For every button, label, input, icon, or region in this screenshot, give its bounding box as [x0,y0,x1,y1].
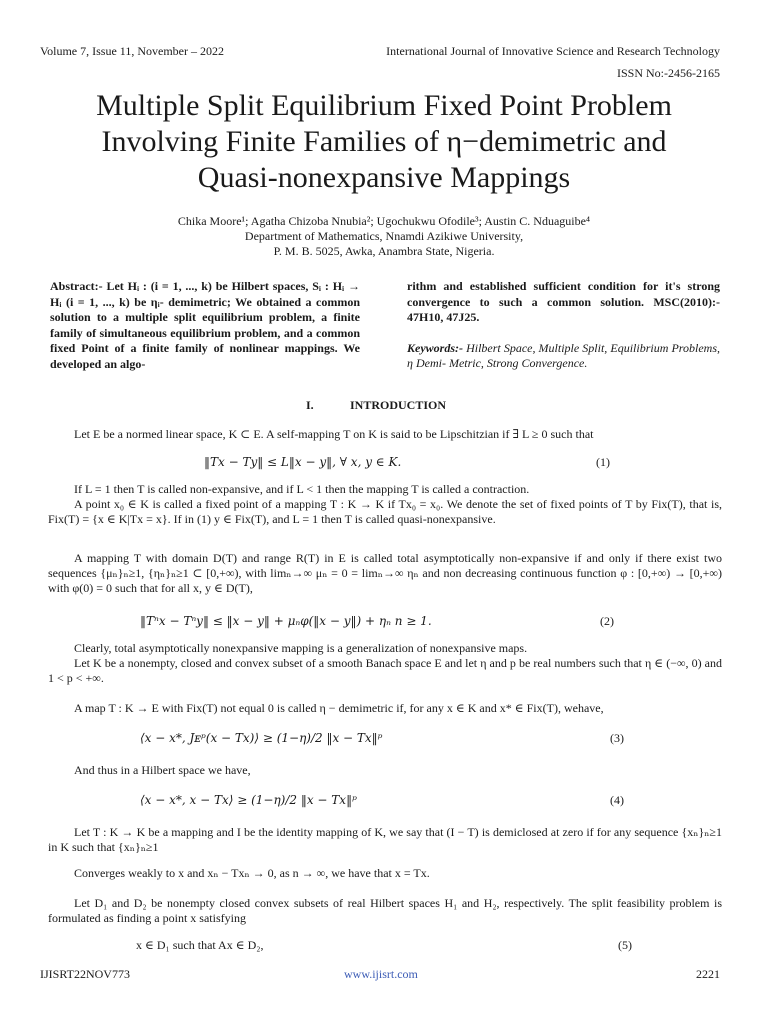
section-number: I. [306,398,314,412]
author-names: Chika Moore¹; Agatha Chizoba Nnubia²; Ugochukwu Ofodile³; Austin C. Nduaguibe⁴ [177,214,591,228]
equation-3-number: (3) [610,731,624,745]
title-line-1: Multiple Split Equilibrium Fixed Point Problem [96,89,672,122]
paragraph-2a: If L = 1 then T is called non-expansive, and if L < 1 then the mapping T is called a contraction. [74,482,530,496]
author-address: P. M. B. 5025, Awka, Anambra State, Nigeria. [273,244,495,258]
equation-2: ‖Tⁿx − Tⁿy‖ ≤ ‖x − y‖ + μₙφ(‖x − y‖) + ηₙ n ≥ 1. [140,614,432,628]
journal-name: International Journal of Innovative Science and Research Technology [386,44,720,58]
abstract-right: rithm and established sufficient condition for it's strong convergence to such a common solution. MSC(2010):- 47H10, 47J25. [407,279,720,324]
paper-title [40,88,728,196]
keywords-text: Hilbert Space, Multiple Split, Equilibrium Problems, η Demi- Metric, Strong Convergence. [407,341,720,370]
paragraph-7: Let T : K → K be a mapping and I be the identity mapping of K, we say that (I − T) is demiclosed at zero if for any sequence {xₙ}ₙ≥1 in K such that {xₙ}ₙ≥1 [48,825,722,854]
paragraph-9: Let D₁ and D₂ be nonempty closed convex subsets of real Hilbert spaces H₁ and H₂, respectively. The split feasibility problem is formulated as finding a point x satisfying [48,896,722,925]
author-department: Department of Mathematics, Nnamdi Azikiwe University, [244,229,524,243]
equation-1-number: (1) [596,455,610,469]
equation-3: ⟨x − x*, Jᴇᵖ(x − Tx)⟩ ≥ (1−η)/2 ‖x − Tx‖ᵖ [140,731,383,745]
paragraph-5: A map T : K → E with Fix(T) not equal 0 is called η − demimetric if, for any x ∈ K and x* ∈ Fix(T), wehave, [74,701,604,715]
issn: ISSN No:-2456-2165 [616,66,720,80]
equation-5: x ∈ D₁ such that Ax ∈ D₂, [136,938,264,952]
keywords [407,341,720,371]
title-line-3: Quasi-nonexpansive Mappings [197,161,571,194]
equation-5-number: (5) [618,938,632,952]
equation-4: ⟨x − x*, x − Tx⟩ ≥ (1−η)/2 ‖x − Tx‖ᵖ [140,793,357,807]
paper-id: IJISRT22NOV773 [40,967,130,981]
paragraph-3: A mapping T with domain D(T) and range R(T) in E is called total asymptotically non-expansive if and only if there exist two sequences {μₙ}ₙ≥1, {ηₙ}ₙ≥1 ⊂ [0,+∞), with limₙ→∞ μₙ = 0 = limₙ→∞ ηₙ and non decreasing continuous function φ : [0,+∞) → [0,+∞) with φ(0) = 0 such that for all x, y ∈ D(T), [48,551,722,595]
keywords-label: Keywords:- [407,341,463,355]
paragraph-6: And thus in a Hilbert space we have, [74,763,251,777]
author-block [40,214,728,259]
section-title: INTRODUCTION [350,398,447,412]
paragraph-2b: A point x₀ ∈ K is called a fixed point of a mapping T : K → K if Tx₀ = x₀. We denote the set of fixed points of T by Fix(T), that is, Fix(T) = {x ∈ K|Tx = x}. If in (1) y ∈ Fix(T), and L = 1 then T is called quasi-nonexpansive. [48,497,722,526]
equation-2-number: (2) [600,614,614,628]
page-number: 2221 [696,967,720,981]
equation-1: ‖Tx − Ty‖ ≤ L‖x − y‖, ∀ x, y ∈ K. [204,455,402,469]
equation-4-number: (4) [610,793,624,807]
volume-info: Volume 7, Issue 11, November – 2022 [40,44,224,58]
paragraph-1: Let E be a normed linear space, K ⊂ E. A self-mapping T on K is said to be Lipschitzian if ∃ L ≥ 0 such that [74,427,594,441]
paragraph-4a: Clearly, total asymptotically nonexpansive mapping is a generalization of nonexpansive maps. [74,641,528,655]
journal-website-link[interactable]: www.ijisrt.com [344,967,418,981]
paragraph-8: Converges weakly to x and xₙ − Txₙ → 0, as n → ∞, we have that x = Tx. [74,866,430,880]
paragraph-4b: Let K be a nonempty, closed and convex subset of a smooth Banach space E and let η and p be real numbers such that η ∈ (−∞, 0) and 1 < p < +∞. [48,656,722,685]
title-line-2: Involving Finite Families of η−demimetric and [101,125,667,158]
abstract-left: Abstract:- Let Hᵢ : (i = 1, ..., k) be Hilbert spaces, Sᵢ : Hᵢ → Hᵢ (i = 1, ..., k) be ηᵢ- demimetric; We obtained a common solution to a multiple split equilibrium problem, a finite family of simultaneous equilibrium problem, and a common fixed Point of a finite family of nonlinear mappings. We developed an algo- [50,279,360,371]
